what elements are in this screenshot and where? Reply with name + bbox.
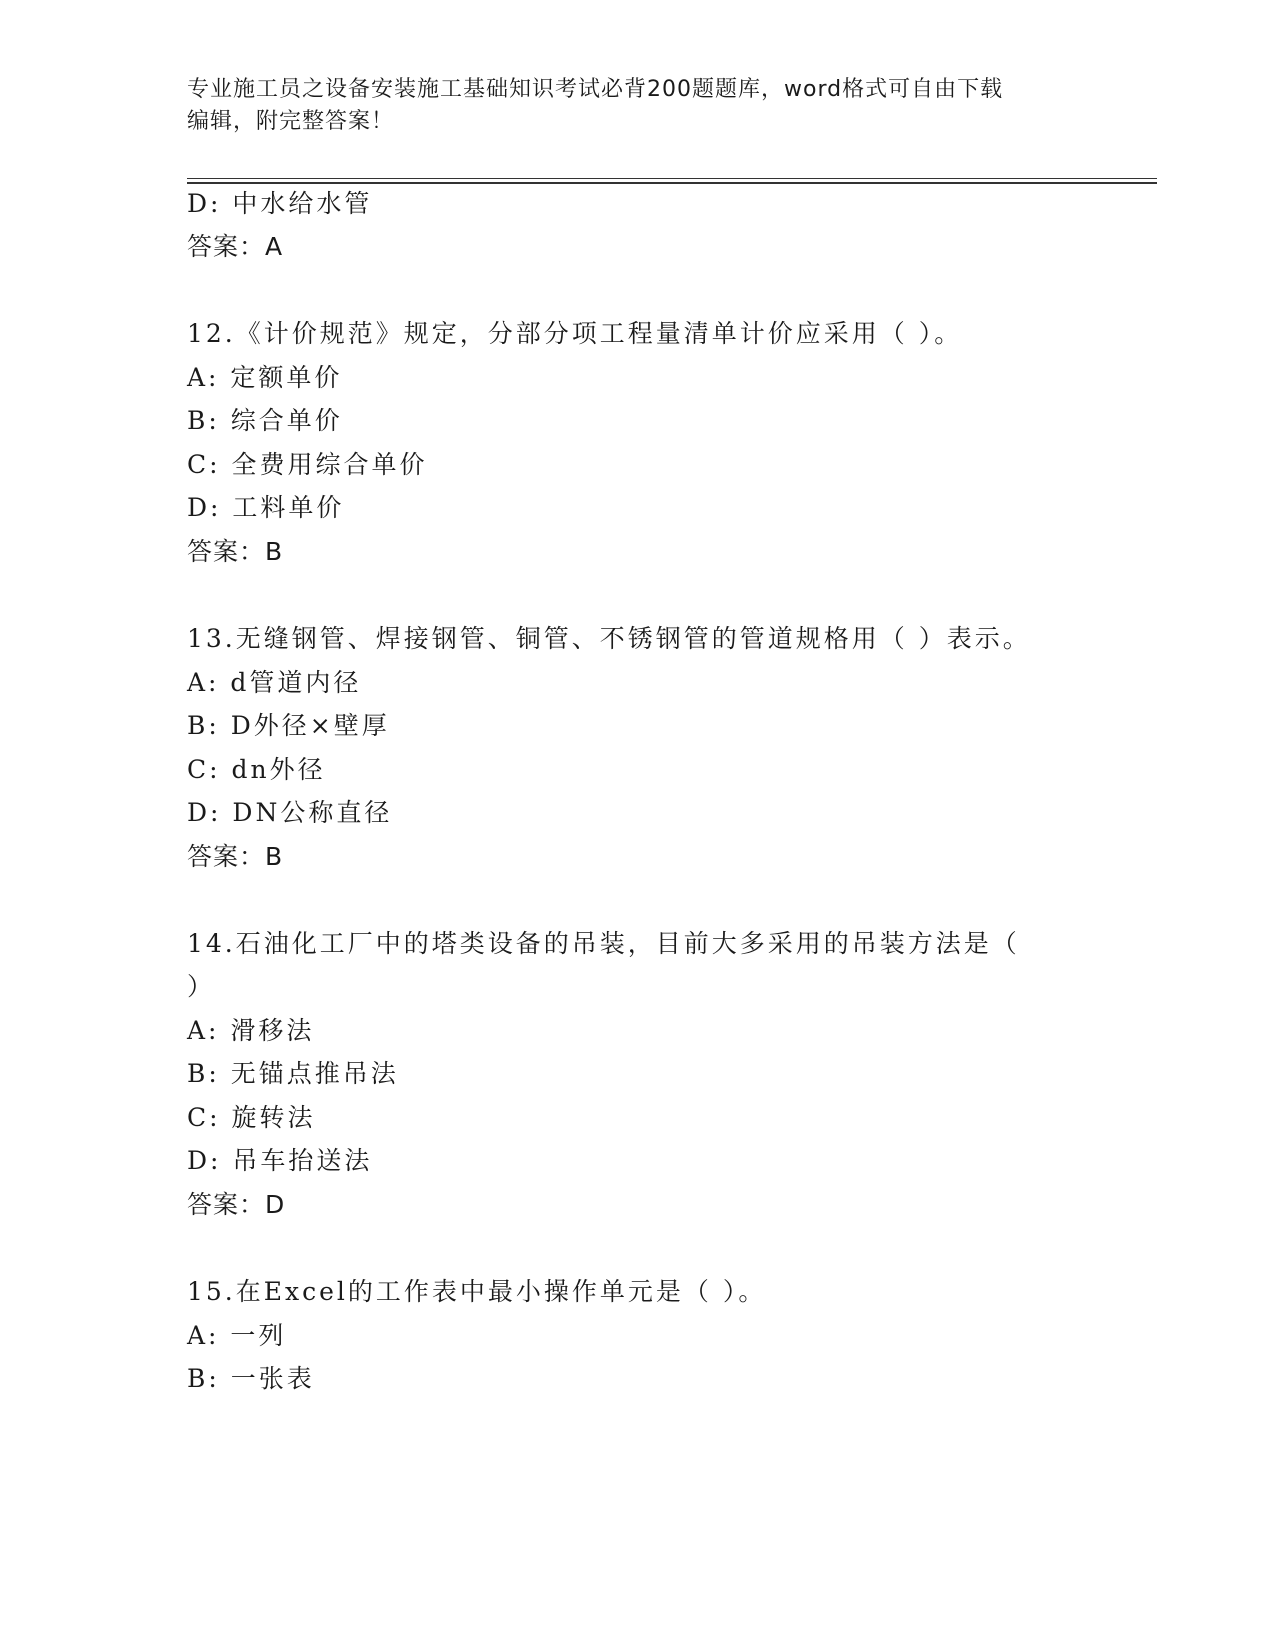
question-15: 15.在Excel的工作表中最小操作单元是（ ）。	[187, 1277, 767, 1306]
header-line-1: 专业施工员之设备安装施工基础知识考试必背200题题库，word格式可自由下载	[187, 77, 1004, 102]
q13-option-c: C: dn外径	[187, 755, 326, 784]
q14-answer: 答案：D	[187, 1190, 286, 1219]
document-header	[187, 74, 1087, 138]
question-14-line-2: ）	[187, 972, 216, 1001]
q12-option-b: B: 综合单价	[187, 406, 343, 435]
q13-option-d: D: DN公称直径	[187, 798, 393, 827]
q13-answer: 答案：B	[187, 842, 284, 871]
header-divider-thin	[187, 178, 1157, 179]
question-13: 13.无缝钢管、焊接钢管、铜管、不锈钢管的管道规格用（ ）表示。	[187, 624, 1031, 653]
q13-option-a: A: d管道内径	[187, 668, 362, 697]
q12-answer: 答案：B	[187, 537, 284, 566]
q15-option-a: A: 一列	[187, 1321, 287, 1350]
q15-option-b: B: 一张表	[187, 1364, 315, 1393]
question-14-line-1: 14.石油化工厂中的塔类设备的吊装，目前大多采用的吊装方法是（	[187, 929, 1020, 958]
q13-option-b: B: D外径×壁厚	[187, 711, 390, 740]
q14-option-c: C: 旋转法	[187, 1103, 316, 1132]
question-12: 12.《计价规范》规定，分部分项工程量清单计价应采用（ ）。	[187, 319, 963, 348]
prev-option-d: D: 中水给水管	[187, 189, 373, 218]
header-divider-thick	[187, 182, 1157, 184]
q14-option-a: A: 滑移法	[187, 1016, 315, 1045]
q14-option-b: B: 无锚点推吊法	[187, 1059, 399, 1088]
q12-option-d: D: 工料单价	[187, 493, 345, 522]
q12-option-a: A: 定额单价	[187, 363, 343, 392]
header-line-2: 编辑，附完整答案！	[187, 109, 395, 134]
q12-option-c: C: 全费用综合单价	[187, 450, 428, 479]
q14-option-d: D: 吊车抬送法	[187, 1146, 373, 1175]
prev-answer: 答案：A	[187, 232, 284, 261]
